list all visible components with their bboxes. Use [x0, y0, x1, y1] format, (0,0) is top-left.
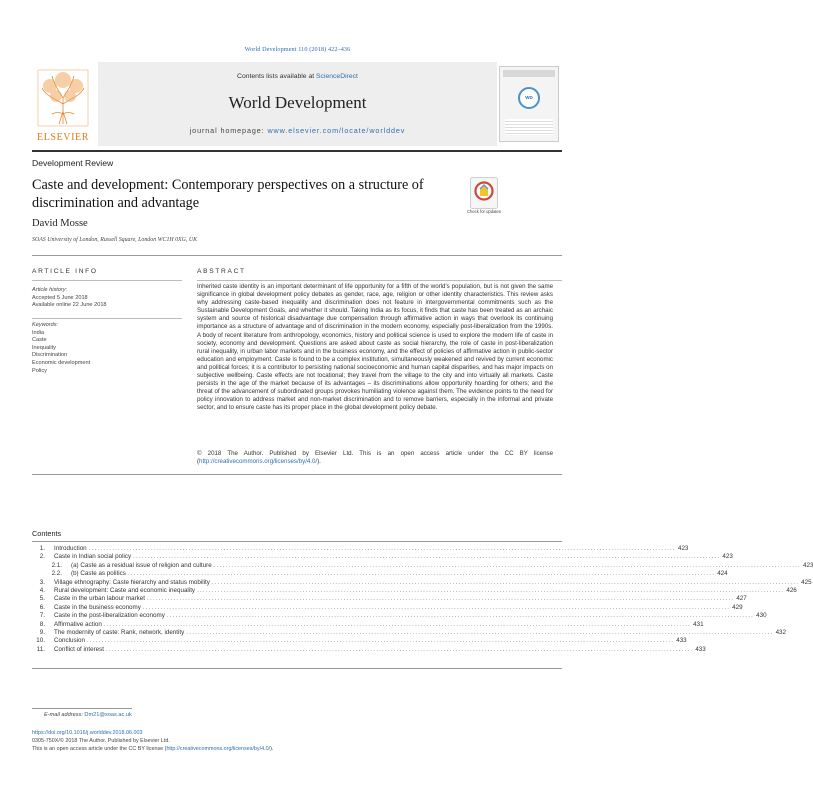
toc-page: 430 [756, 612, 767, 620]
toc-leader: ........................................................................................................................................................................................................ [103, 620, 692, 628]
keywords-rule [32, 318, 182, 319]
article-title: Caste and development: Contemporary perspectives on a structure of discrimination and advantage [32, 177, 424, 211]
abstract-rule [197, 280, 562, 281]
toc-leader: ........................................................................................................................................................................................................ [127, 570, 716, 578]
contents-line [98, 73, 497, 80]
keywords-label: Keywords: [32, 322, 59, 328]
history-label: Article history: [32, 287, 68, 293]
journal-cover-thumbnail[interactable] [499, 66, 559, 142]
oa-prefix: This is an open access article under the CC BY license ( [32, 745, 167, 752]
toc-number: 3. [39, 578, 45, 586]
toc-number: 2. [39, 553, 45, 561]
article-type: Development Review [32, 158, 114, 168]
table-of-contents [32, 545, 813, 654]
toc-entry[interactable] [32, 595, 747, 603]
toc-label: Rural development: Caste and economic inequality [54, 586, 196, 594]
toc-leader: ........................................................................................................................................................................................................ [86, 637, 675, 645]
homepage-prefix: journal homepage: [189, 126, 268, 135]
email-link[interactable]: Dm21@soas.ac.uk [84, 712, 132, 718]
sciencedirect-link[interactable]: ScienceDirect [316, 73, 358, 80]
contents-heading: Contents [32, 529, 62, 538]
accepted-date: Accepted 5 June 2018 [32, 294, 88, 301]
abstract-bottom-rule [32, 474, 562, 475]
toc-page: 426 [786, 586, 797, 594]
toc-entry[interactable] [32, 620, 704, 629]
toc-label: Caste in the business economy [54, 603, 141, 611]
header-rule [32, 255, 562, 256]
toc-leader: ........................................................................................................................................................................................................ [186, 628, 774, 636]
elsevier-tree-icon [32, 68, 94, 130]
copyright-suffix: ). [317, 458, 321, 466]
keyword: India [32, 329, 45, 336]
toc-label: Caste in the urban labour market [54, 595, 146, 603]
copyright-notice [197, 450, 553, 466]
toc-page: 423 [677, 545, 689, 552]
elsevier-wordmark: ELSEVIER [36, 132, 90, 143]
toc-label: The modernity of caste: Rank, network, identity [54, 628, 185, 636]
abstract-text: Inherited caste identity is an important determinant of life opportunity for a fifth of the world's population, but is not given the same significance in global development policy debates as gender, race, age, religion or other identity characteristics. This review asks why addressing caste-based inequality and discrimination does not feature in intergovernmental commitments such as the Sustainable Development Goals, and whether it should. Taking India as its focus, it finds that caste has been treated as an archaic system and source of historical disadvantage due compensation through affirmative action in ways that overlook its continuing importance as a structure of advantage and of discrimination in the modern economy, especially post-liberalization from the 1990s. A body of recent literature from anthropology, economics, history and political science is used to explore the modern life of caste in society, economy and development. Questions are asked about caste as social hierarchy, the role of caste in post-liberalization rural inequality, in urban labor markets and in the business economy, and the effect of policies of affirmative action in public-sector education and employment. Caste is found to be a complex institution, simultaneously weakened and revived by current economic and political forces; it is a contributor to persisting national socioeconomic and human capital disparities, and has major impacts on subjective wellbeing. Caste effects are not locational; they travel from the village to the city and into virtually all markets. Caste persists in the age of the market because of its advantages – its discriminations allow opportunity hoarding for others; and the threat of the advancement of subordinated groups provokes humiliating violence against them. The evidence points to the need for policy innovation to address market and non-market discrimination and to remove barriers, especially in the informal and private sector, and to ensure caste has its proper place in the global development policy debate. [197, 283, 553, 412]
toc-entry[interactable] [32, 561, 813, 570]
cover-text-lines [505, 119, 553, 135]
toc-entry[interactable] [32, 645, 706, 654]
toc-label: (b) Caste as politics [71, 570, 126, 578]
keywords [32, 322, 182, 375]
issn-line: 0305-750X/© 2018 The Author. Published by Elsevier Ltd. [32, 737, 170, 744]
toc-page: 424 [717, 570, 728, 578]
cover-header-strip [503, 70, 555, 77]
crossmark-icon [470, 177, 498, 209]
toc-label: Introduction [54, 545, 87, 552]
toc-number: 11. [36, 645, 45, 653]
toc-entry[interactable] [32, 603, 743, 612]
masthead-rule [32, 150, 562, 152]
toc-entry[interactable] [32, 553, 733, 561]
toc-number: 5. [39, 595, 45, 603]
toc-label: Conclusion [54, 637, 85, 645]
toc-label: Conflict of interest [54, 645, 105, 653]
contents-top-rule [32, 541, 562, 542]
doi-link[interactable]: https://doi.org/10.1016/j.worlddev.2018.06.003 [32, 730, 143, 736]
available-online-date: Available online 22 June 2018 [32, 302, 107, 309]
toc-number: 7. [39, 612, 45, 620]
toc-label: Caste in the post-liberalization economy [54, 612, 165, 620]
homepage-link[interactable]: www.elsevier.com/locate/worlddev [267, 126, 406, 135]
toc-entry[interactable] [32, 578, 812, 587]
keyword: Discrimination [32, 352, 68, 359]
toc-label: Village ethnography: Caste hierarchy and status mobility [54, 578, 210, 586]
page-footer [32, 730, 532, 753]
toc-label: Caste in Indian social policy [54, 553, 132, 561]
journal-title: World Development [228, 93, 367, 112]
email-label: E-mail address: [44, 712, 83, 718]
cover-badge: WD [518, 87, 540, 109]
toc-entry[interactable] [32, 628, 787, 637]
keyword: Inequality [32, 344, 56, 351]
toc-number: 4. [39, 586, 45, 594]
toc-leader: ........................................................................................................................................................................................................ [147, 595, 735, 603]
elsevier-logo[interactable] [32, 68, 94, 146]
journal-citation[interactable]: World Development 110 (2018) 422–436 [244, 46, 351, 53]
toc-leader: ........................................................................................................................................................................................................ [142, 603, 731, 611]
contents-prefix: Contents lists available at [237, 73, 317, 80]
toc-page: 425 [801, 578, 812, 586]
toc-leader: ........................................................................................................................................................................................................ [211, 578, 800, 586]
toc-page: 429 [732, 603, 743, 611]
toc-number: 2.2. [51, 570, 62, 578]
copyright-prefix: © 2018 The Author. Published by Elsevier Ltd. This is an open access article under the CC BY license ( [197, 450, 553, 466]
keyword: Policy [32, 367, 47, 374]
crossmark-caption: Check for updates [467, 209, 501, 214]
license-link[interactable]: http://creativecommons.org/licenses/by/4.0/ [199, 458, 318, 466]
toc-leader: ........................................................................................................................................................................................................ [106, 645, 694, 653]
toc-number: 9. [39, 628, 45, 636]
toc-number: 6. [39, 603, 45, 611]
toc-entry[interactable] [32, 545, 689, 553]
toc-leader: ........................................................................................................................................................................................................ [166, 612, 755, 620]
toc-leader: ........................................................................................................................................................................................................ [133, 553, 721, 561]
open-access-line [32, 746, 532, 754]
toc-number: 8. [39, 620, 45, 628]
contents-bottom-rule [32, 668, 562, 669]
article-info-rule [32, 280, 182, 281]
keyword: Economic development [32, 359, 91, 366]
toc-page: 433 [676, 637, 687, 645]
footer-license-link[interactable]: http://creativecommons.org/licenses/by/4.0/ [166, 745, 271, 752]
toc-entry[interactable] [32, 637, 687, 645]
toc-number: 10. [36, 637, 45, 645]
article-info-heading: ARTICLE INFO [32, 268, 98, 275]
abstract-heading: ABSTRACT [197, 268, 246, 275]
masthead [32, 62, 562, 146]
toc-page: 423 [722, 553, 733, 561]
oa-suffix: ). [270, 745, 274, 752]
footnote-rule [32, 708, 132, 709]
article-history [32, 287, 182, 310]
toc-label: (a) Caste as a residual issue of religion and culture [71, 561, 212, 569]
toc-leader: ........................................................................................................................................................................................................ [197, 586, 785, 594]
author-name[interactable]: David Mosse [32, 218, 88, 229]
toc-leader: ........................................................................................................................................................................................................ [213, 561, 801, 569]
toc-entry[interactable] [32, 570, 728, 578]
toc-page: 431 [693, 620, 704, 628]
toc-page: 423 [803, 561, 813, 569]
toc-entry[interactable] [32, 612, 767, 620]
toc-number: 2.1. [51, 561, 62, 569]
toc-page: 433 [695, 645, 706, 653]
toc-page: 432 [775, 628, 787, 636]
author-email [44, 712, 132, 718]
toc-leader: ........................................................................................................................................................................................................ [88, 545, 676, 552]
toc-number: 1. [39, 545, 45, 552]
author-affiliation: SOAS University of London, Russell Square, London WC1H 0XG, UK [32, 237, 198, 243]
keyword: Caste [32, 337, 47, 344]
journal-homepage [98, 126, 497, 135]
toc-entry[interactable] [32, 586, 797, 595]
toc-label: Affirmative action [54, 620, 102, 628]
toc-page: 427 [736, 595, 747, 603]
crossmark-button[interactable] [470, 177, 498, 211]
